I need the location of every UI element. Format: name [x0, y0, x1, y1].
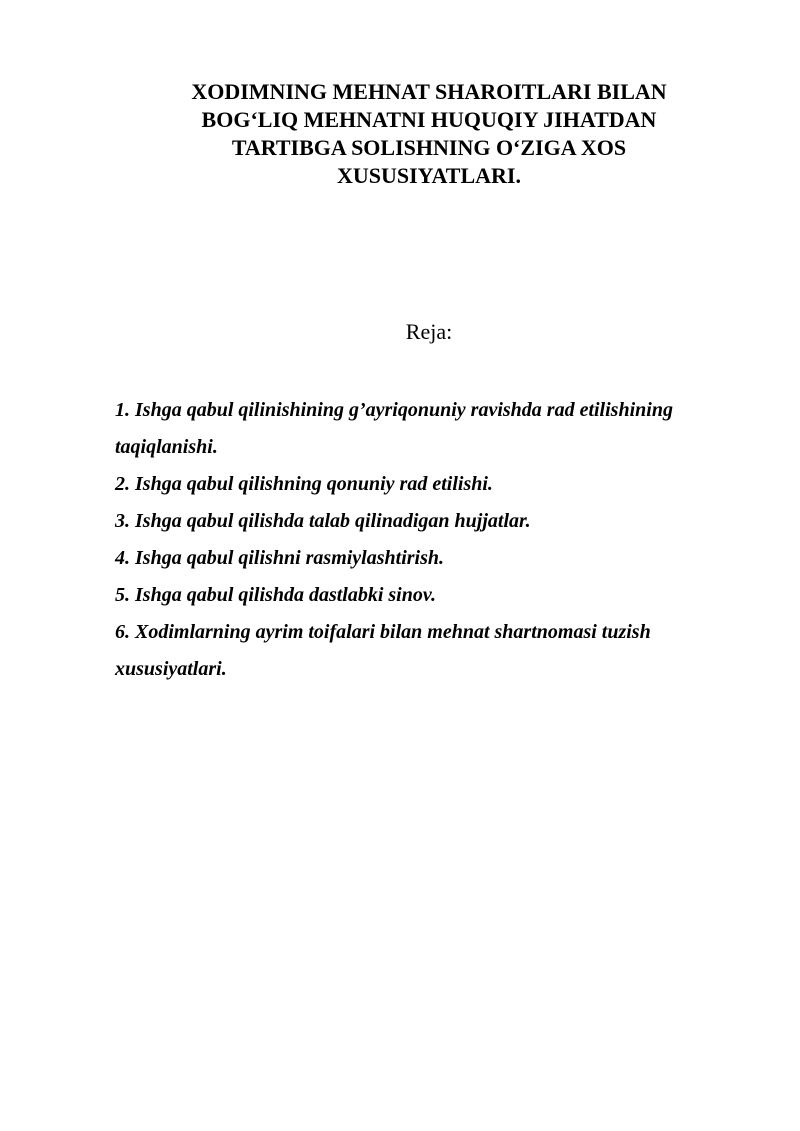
- plan-item-3-line-1: 3. Ishga qabul qilishda talab qilinadigan hujjatlar.: [115, 510, 531, 532]
- title-line-4: XUSUSIYATLARI.: [336, 163, 521, 188]
- plan-item-5: [115, 577, 755, 614]
- plan-item-6-line-1: 6. Xodimlarning ayrim toifalari bilan mehnat shartnomasi tuzish: [115, 621, 651, 643]
- plan-item-4: [115, 540, 755, 577]
- title-line-3: TARTIBGA SOLISHNING O‘ZIGA XOS: [231, 135, 627, 160]
- title-line-2: BOG‘LIQ MEHNATNI HUQUQIY JIHATDAN: [201, 107, 657, 132]
- plan-item-4-line-1: 4. Ishga qabul qilishni rasmiylashtirish.: [115, 547, 445, 569]
- plan-item-1-line-1: 1. Ishga qabul qilinishining g’ayriqonuniy ravishda rad etilishining: [115, 399, 673, 421]
- plan-item-1: [115, 392, 755, 466]
- plan-heading: Reja:: [405, 319, 453, 344]
- document-title: [120, 78, 738, 190]
- plan-item-1-line-2: taqiqlanishi.: [115, 436, 218, 458]
- plan-item-2: [115, 466, 755, 503]
- plan-item-3: [115, 503, 755, 540]
- plan-item-2-line-1: 2. Ishga qabul qilishning qonuniy rad etilishi.: [115, 473, 493, 495]
- title-line-1: XODIMNING MEHNAT SHAROITLARI BILAN: [191, 79, 667, 104]
- plan-item-6-line-2: xususiyatlari.: [115, 658, 227, 680]
- plan-item-5-line-1: 5. Ishga qabul qilishda dastlabki sinov.: [115, 584, 436, 606]
- plan-item-6: [115, 614, 755, 688]
- plan-list: [115, 392, 755, 688]
